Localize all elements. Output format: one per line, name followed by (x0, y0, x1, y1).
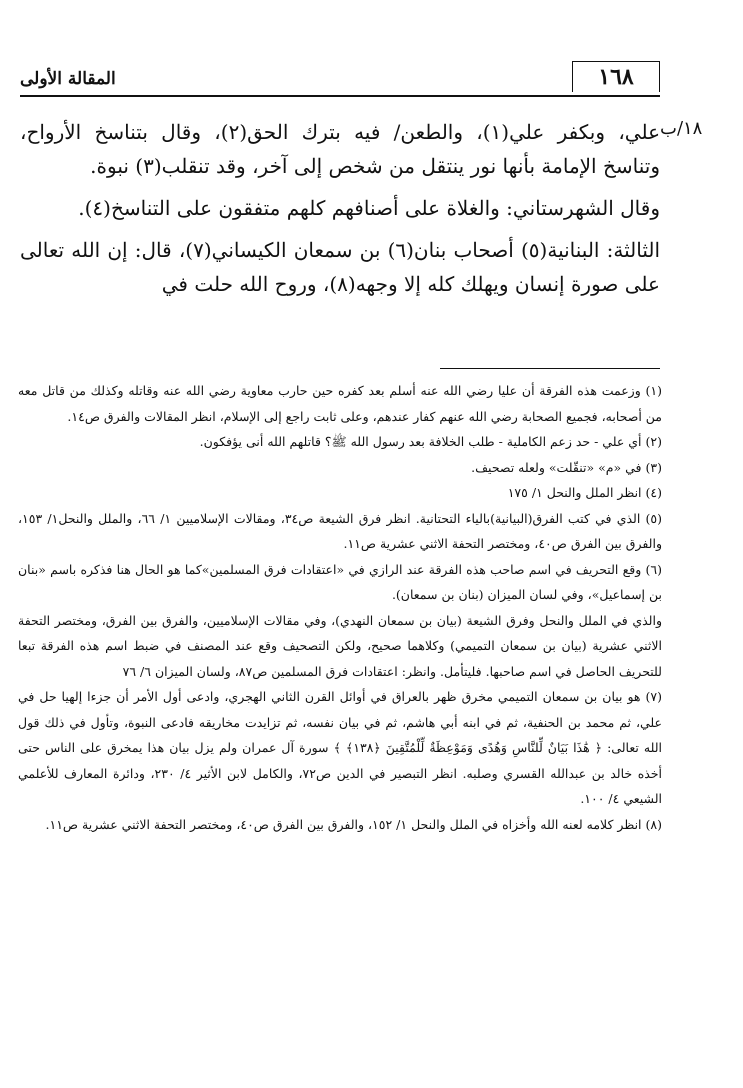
page-number: ١٦٨ (572, 61, 660, 92)
paragraph-3: الثالثة: البنانية(٥) أصحاب بنان(٦) بن سمعان الكيساني(٧)، قال: إن الله تعالى على صورة إنسان ويهلك كله إلا وجهه(٨)، وروح الله حلت في (20, 238, 661, 296)
footnote-8: (٨) انظر كلامه لعنه الله وأخزاه في الملل والنحل ١/ ١٥٢، والفرق بين الفرق ص٤٠، ومختصر التحفة الاثني عشرية ص١١. (45, 816, 662, 832)
footnote-6: (٦) وقع التحريف في اسم صاحب هذه الفرقة عند الرازي في «اعتقادات فرق المسلمين»كما هو الحال هنا فذكره باسم «بنان بن إسماعيل»، وفي لسان الميزان (بنان بن سمعان). (18, 561, 662, 602)
footnote-5: (٥) الذي في كتب الفرق(البيانية)بالياء التحتانية. انظر فرق الشيعة ص٣٤، ومقالات الإسلاميين ١/ ٦٦، والملل والنحل١/ ١٥٣، والفرق بين الفرق ص٤٠، ومختصر التحفة الاثني عشرية ص١١. (18, 510, 663, 551)
paragraph-1: علي، وبكفر علي(١)، والطعن/ فيه بترك الحق(٢)، وقال بتناسخ الأرواح، وتناسخ الإمامة بأنها نور ينتقل من شخص إلى آخر، وقد تنقلب(٣) نبوة. (20, 120, 661, 178)
footnote-1: (١) وزعمت هذه الفرقة أن عليا رضي الله عنه أسلم بعد كفره حين حارب معاوية رضي الله عنه وقاتله وكذلك من قاتل معه من أصحابه، فجميع الصحابة رضي الله عنهم كفار عندهم، وعلى ثابت راجع إلى الإسلام، انظر المقالات والفرق ص١٤. (18, 383, 662, 424)
footnote-4: (٤) انظر الملل والنحل ١/ ١٧٥ (507, 485, 662, 500)
manuscript-folio-note: ١٨/ب (660, 118, 703, 139)
footnote-2: (٢) أي علي - حد زعم الكاملية - طلب الخلافة بعد رسول الله ﷺ؟ قاتلهم الله أنى يؤفكون. (199, 434, 662, 449)
footnote-3: (٣) في «م» «تنقّلت» ولعله تصحيف. (471, 459, 662, 475)
footnote-6-continued: والذي في الملل والنحل وفرق الشيعة (بيان بن سمعان النهدي)، وفي مقالات الإسلاميين، والفرق بين الفرق، ومختصر التحفة الاثني عشرية (بيان بن سمعان التميمي) وكلاهما صحيح، ولكن التصحيف وقع عند المصنف في ضبط اسم هذه الفرقة تبعا للتحريف الحاصل في اسم صاحبها. فليتأمل. وانظر: اعتقادات فرق المسلمين ص٨٧، ولسان الميزان ٦/ ٧٦ (18, 612, 662, 679)
main-text (20, 115, 660, 309)
paragraph-2: وقال الشهرستاني: والغلاة على أصنافهم كلهم متفقون على التناسخ(٤). (78, 196, 660, 220)
chapter-title: المقالة الأولى (20, 69, 116, 89)
footnote-7: (٧) هو بيان بن سمعان التميمي مخرق ظهر بالعراق في أوائل القرن الثاني الهجري، وادعى أول الأمر أن جزءا إلهيا حل في علي، ثم محمد بن الحنفية، ثم في ابنه أبي هاشم، ثم في بيان نفسه، ثم تزايدت مخاريقه فادعى النبوة، وتأول في ذلك قول الله تعالى: ﴿ هَٰذَا بَيَانٌ لِّلنَّاسِ وَهُدًى وَمَوْعِظَةٌ لِّلْمُتَّقِينَ ﴿١٣٨﴾ ﴾ سورة آل عمران ولم يزل بيان هذا يمخرق على الناس حتى أخذه خالد بن عبدالله القسري وصلبه. انظر التبصير في الدين ص٧٢، والكامل لابن الأثير ٤/ ٢٣٠، ودائرة المعارف للأعلمي الشيعي ٤/ ١٠٠. (18, 689, 663, 806)
page-header (20, 55, 660, 97)
footnote-separator (440, 368, 660, 369)
footnotes (18, 378, 662, 837)
